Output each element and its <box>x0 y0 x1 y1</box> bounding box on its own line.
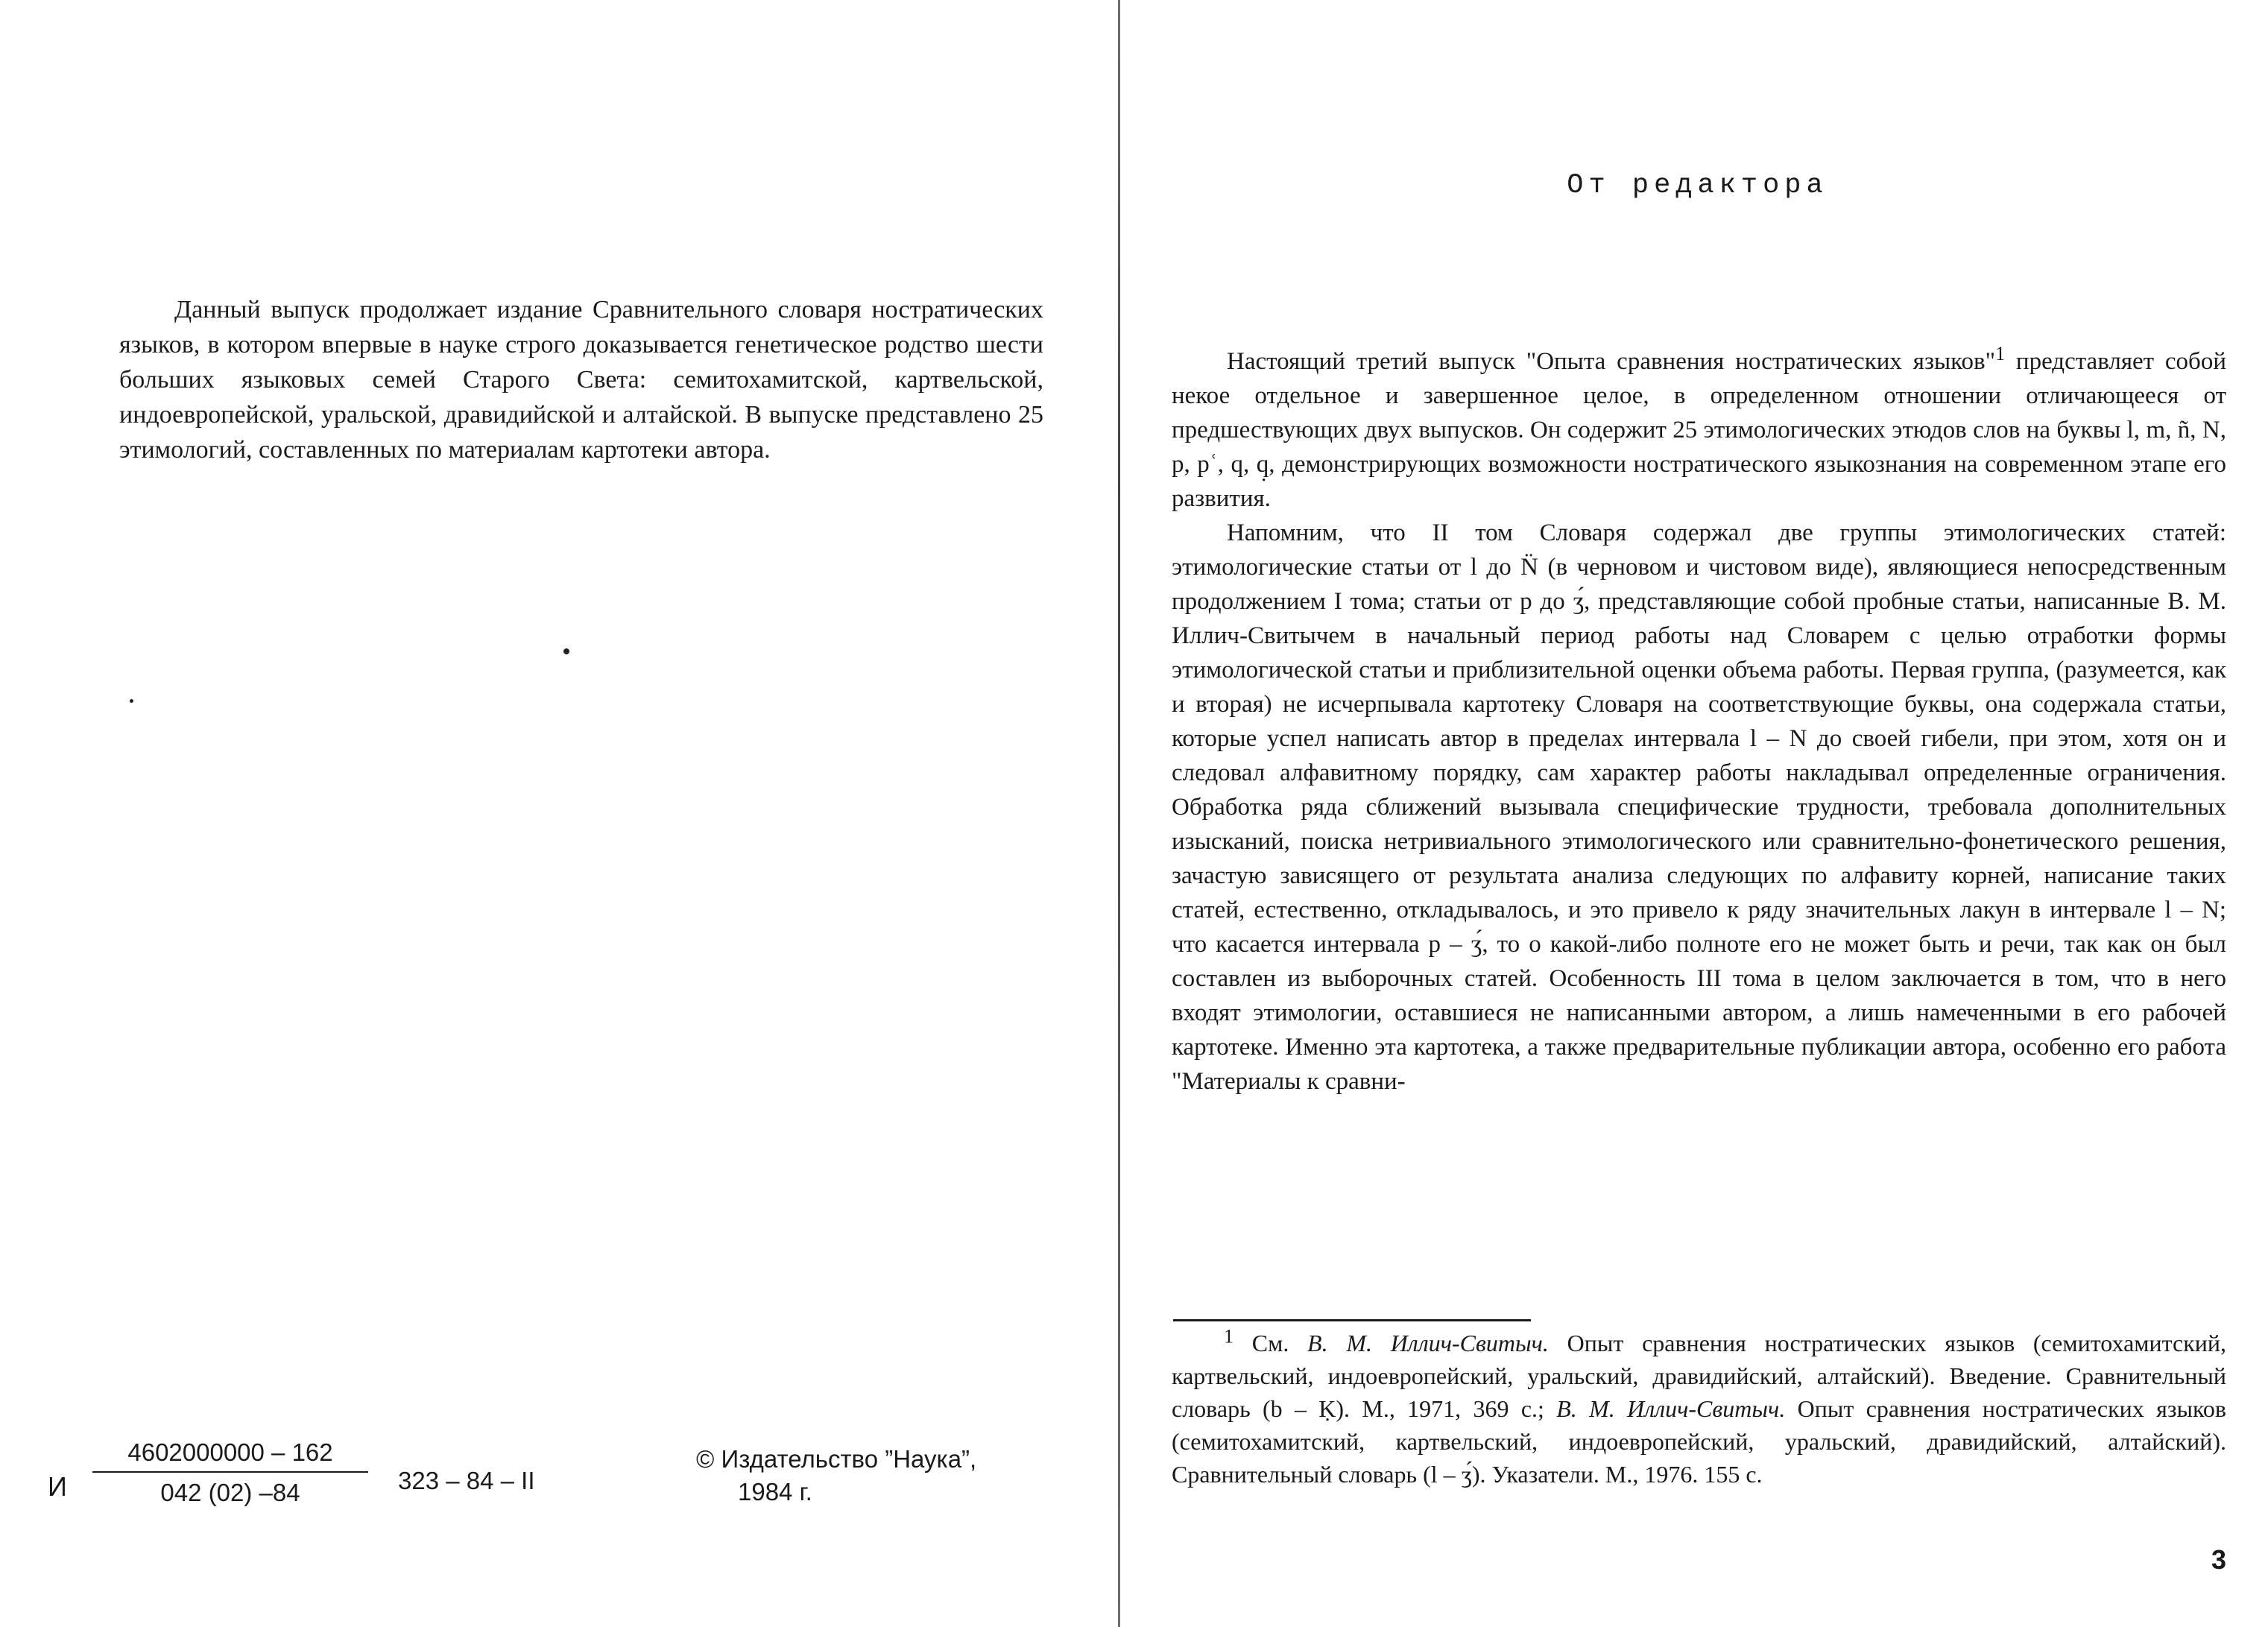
publisher-name: © Издательство ”Наука”, <box>696 1445 977 1473</box>
page-number: 3 <box>2211 1544 2227 1575</box>
imprint-numerator: 4602000000 – 162 <box>92 1437 368 1473</box>
publication-year: 1984 г. <box>738 1478 812 1506</box>
footnote-reference-1: Опыт сравнения ностратических языков (семитохамитский, картвельский, индоевропейский, уральский, дравидийский, алтайский). Введение. Сравнительный словарь (b – Ḳ). М., 1971, 369 с.; <box>1172 1330 2227 1422</box>
imprint-letter: И <box>48 1471 67 1502</box>
scan-speck <box>563 648 569 654</box>
footnote-see: См. <box>1233 1330 1308 1356</box>
right-page <box>1127 0 2268 1627</box>
paragraph-1-continuation: представляет собой некое отдельное и завершенное целое, в определенном отношении отличающееся от предшествующих двух выпусков. Он содержит 25 этимологических этюдов слов на буквы l, m, ñ, N, p, pʿ, q, q̣, демонстрирующих возможности ностратического языкознания на современном этапе его развития. <box>1172 348 2227 512</box>
imprint-fraction <box>92 1437 368 1508</box>
footnote-author-2: В. М. Иллич-Свитыч. <box>1556 1395 1786 1422</box>
footnote-number: 1 <box>1224 1325 1233 1348</box>
left-page <box>0 0 1118 1627</box>
page-title: От редактора <box>1567 170 1828 201</box>
footnote-marker: 1 <box>1995 343 2006 364</box>
book-abstract: Данный выпуск продолжает издание Сравнительного словаря ностратических языков, в котором впервые в науке строго доказывается генетическое родство шести больших языковых семей Старого Света: семитохамитской, картвельской, индоевропейской, уральской, дравидийской и алтайской. В выпуске представлено 25 этимологий, составленных по материалам картотеки автора. <box>119 296 1043 464</box>
editor-preface-text <box>1172 344 2226 1099</box>
book-spine-fold <box>1118 0 1120 1627</box>
footnote-divider <box>1173 1319 1531 1321</box>
imprint-code: 323 – 84 – II <box>398 1467 535 1494</box>
footnote-reference-2: Опыт сравнения ностратических языков (семитохамитский, картвельский, индоевропейский, уральский, дравидийский, алтайский). Сравнительный словарь (l – ʒ́). Указатели. М., 1976. 155 с. <box>1172 1395 2227 1488</box>
preface-paragraph-1 <box>1172 344 2226 516</box>
scan-speck <box>130 699 133 703</box>
paragraph-1-opening: Настоящий третий выпуск "Опыта сравнения ностратических языков" <box>1227 348 1996 375</box>
imprint-denominator: 042 (02) –84 <box>160 1479 300 1506</box>
preface-paragraph-2: Напомним, что II том Словаря содержал две группы этимологических статей: этимологические статьи от l до N̈ (в черновом и чистовом виде), являющиеся непосредственным продолжением I тома; статьи от p до ʒ́, представляющие собой пробные статьи, написанные В. М. Иллич-Свитычем в начальный период работы над Словарем с целью отработки формы этимологической статьи и приблизительной оценки объема работы. Первая группа, (разумеется, как и вторая) не исчерпывала картотеку Словаря на соответствующие буквы, она содержала статьи, которые успел написать автор в пределах интервала l – N до своей гибели, при этом, хотя он и следовал алфавитному порядку, сам характер работы накладывал определенные ограничения. Обработка ряда сближений вызывала специфические трудности, требовала дополнительных изысканий, поиска нетривиального этимологического или сравнительно-фонетического решения, зачастую зависящего от результата анализа следующих по алфавиту корней, написание таких статей, естественно, откладывалось, и это привело к ряду значительных лакун в интервале l – N; что касается интервала p – ʒ́, то о какой-либо полноте его не может быть и речи, так как он был составлен из выборочных статей. Особенность III тома в целом заключается в том, что в него входят этимологии, оставшиеся не написанными автором, а лишь намеченными в его рабочей картотеке. Именно эта картотека, а также предварительные публикации автора, особенно его работа "Материалы к сравни- <box>1172 519 2226 1095</box>
publisher-copyright <box>696 1443 1054 1508</box>
publication-imprint <box>48 1437 1054 1526</box>
footnote <box>1172 1327 2226 1491</box>
footnote-author-1: В. М. Иллич-Свитыч. <box>1307 1330 1549 1356</box>
